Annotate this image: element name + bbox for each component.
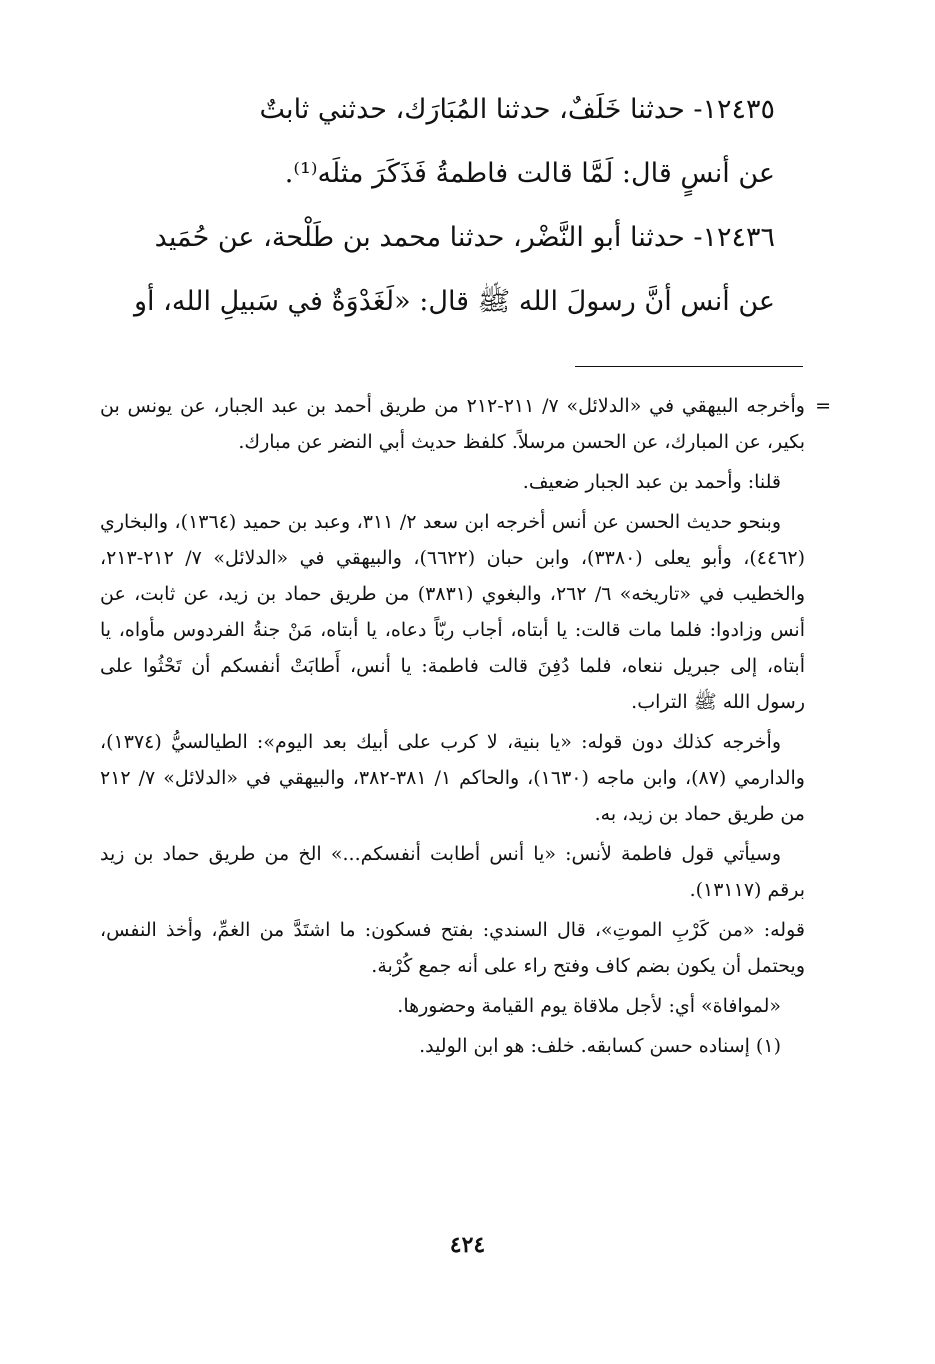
main-text <box>90 78 775 334</box>
continuation-mark: = <box>815 395 831 417</box>
hadith-12435-line-1: ١٢٤٣٥- حدثنا خَلَفٌ، حدثنا المُبَارَك، حدثني ثابتٌ <box>259 94 775 125</box>
footnote-1: (١) إسناده حسن كسابقه. خلف: هو ابن الوليد. <box>419 1035 781 1057</box>
footnote-paragraph: «لموافاة» أي: لأجل ملاقاة يوم القيامة وحضورها. <box>397 995 781 1017</box>
hadith-12436-line-1: ١٢٤٣٦- حدثنا أبو النَّضْر، حدثنا محمد بن طَلْحة، عن حُمَيد <box>154 222 775 253</box>
footnote-paragraph: قلنا: وأحمد بن عبد الجبار ضعيف. <box>522 471 781 493</box>
footnote-paragraph: وبنحو حديث الحسن عن أنس أخرجه ابن سعد ٢/ ٣١١، وعبد بن حميد (١٣٦٤)، والبخاري (٤٤٦٢)، وأبو يعلى (٣٣٨٠)، وابن حبان (٦٦٢٢)، والبيهقي في «الدلائل» ٧/ ٢١٢-٢١٣، والخطيب في «تاريخه» ٦/ ٢٦٢، والبغوي (٣٨٣١) من طريق حماد بن زيد، عن ثابت، عن أنس وزادوا: فلما مات قالت: يا أبتاه، أجاب ربّاً دعاه، يا أبتاه، مَنْ جنةُ الفردوس مأواه، يا أبتاه، إلى جبريل ننعاه، فلما دُفِنَ قالت فاطمة: يا أنس، أَطابَتْ أنفسكم أن تَحْثُوا على رسول الله ﷺ التراب. <box>100 511 805 713</box>
footnotes <box>100 388 831 1068</box>
page-number: ٤٢٤ <box>449 1232 486 1258</box>
footnote-separator <box>575 366 803 367</box>
footnote-paragraph: وأخرجه كذلك دون قوله: «يا بنية، لا كرب على أبيك بعد اليوم»: الطيالسيُّ (١٣٧٤)، والدارمي (٨٧)، وابن ماجه (١٦٣٠)، والحاكم ١/ ٣٨١-٣٨٢، والبيهقي في «الدلائل» ٧/ ٢١٢ من طريق حماد بن زيد، به. <box>100 731 805 825</box>
footnote-paragraph: وسيأتي قول فاطمة لأنس: «يا أنس أطابت أنفسكم...» الخ من طريق حماد بن زيد برقم (١٣١١٧). <box>100 843 805 901</box>
footnote-paragraph: قوله: «من كَرْبِ الموتِ»، قال السندي: بفتح فسكون: ما اشتَدَّ من الغمِّ، وأخذ النفس، ويحتمل أن يكون بضم كاف وفتح راء على أنه جمع كُرْبة. <box>100 919 805 977</box>
hadith-12436-line-2: عن أنس أنَّ رسولَ الله ﷺ قال: «لَغَدْوَةٌ في سَبيلِ الله، أو <box>134 286 775 317</box>
hadith-12435-line-2: عن أنسٍ قال: لَمَّا قالت فاطمةُ فَذَكَرَ مثلَه⁽¹⁾. <box>284 158 775 189</box>
footnote-paragraph: وأخرجه البيهقي في «الدلائل» ٧/ ٢١١-٢١٢ من طريق أحمد بن عبد الجبار، عن يونس بن بكير، عن المبارك، عن الحسن مرسلاً. كلفظ حديث أبي النضر عن مبارك. <box>100 395 805 453</box>
